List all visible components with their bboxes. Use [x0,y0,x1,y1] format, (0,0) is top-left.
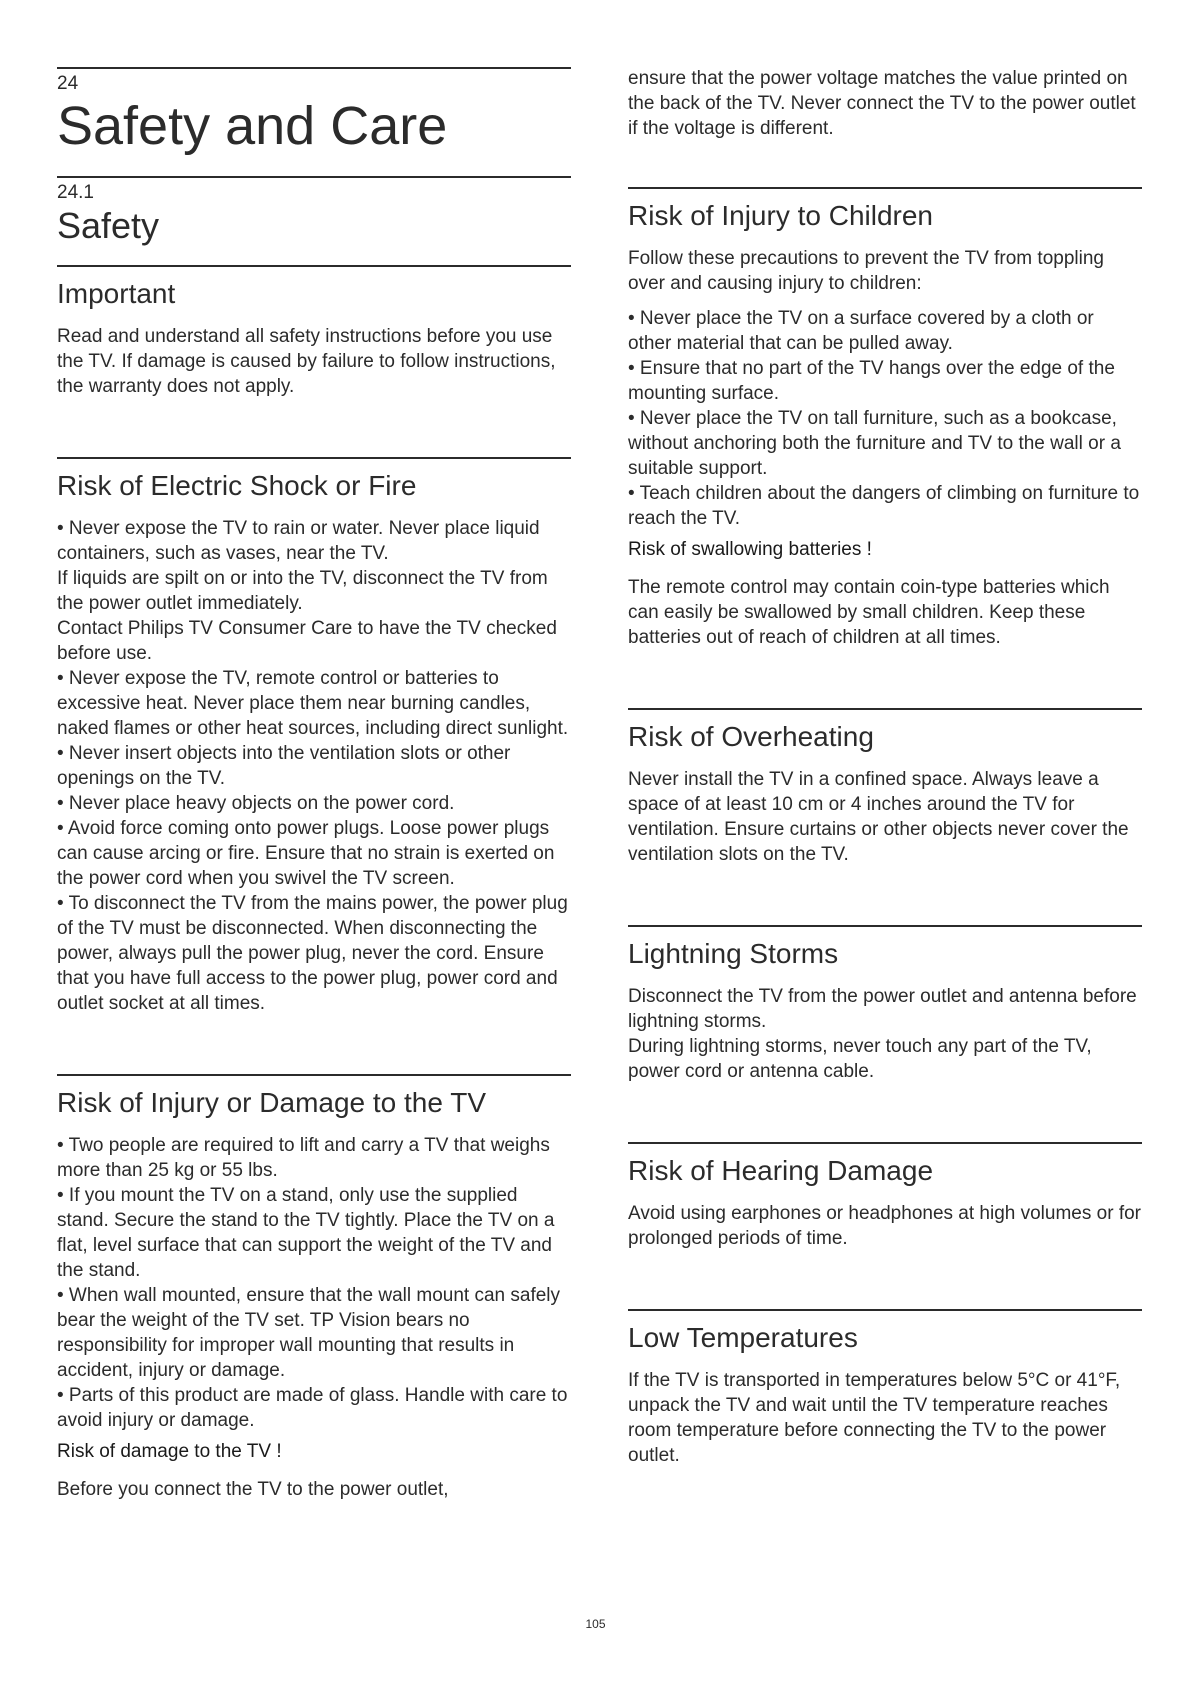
lightning-line: Disconnect the TV from the power outlet and antenna before lightning storms. [628,986,1137,1032]
overheating-text: Never install the TV in a confined space. Always leave a space of at least 10 cm or 4 inches around the TV for ventilation. Ensure curtains or other objects never cover the ventilation slots on the TV. [628,769,1129,865]
batteries-text: The remote control may contain coin-type batteries which can easily be swallowed by small children. Keep these batteries out of reach of children at all times. [628,577,1110,648]
injury-tv-line: • If you mount the TV on a stand, only use the supplied stand. Secure the stand to the TV tightly. Place the TV on a flat, level surface that can support the weight of the TV and the stand. [57,1185,555,1281]
damage-subheading: Risk of damage to the TV ! [57,1441,282,1462]
damage-text: Before you connect the TV to the power outlet, [57,1479,449,1500]
section-title: Safety [57,205,160,246]
overheating-heading: Risk of Overheating [628,721,874,752]
injury-tv-line: • When wall mounted, ensure that the wall mount can safely bear the weight of the TV set. TP Vision bears no responsibility for improper wall mounting that results in accident, injury or damage. [57,1285,561,1381]
children-line: • Ensure that no part of the TV hangs over the edge of the mounting surface. [628,358,1115,404]
lightning-heading: Lightning Storms [628,938,839,969]
shock-line: • Avoid force coming onto power plugs. Loose power plugs can cause arcing or fire. Ensure that no strain is exerted on the power cord when you swivel the TV screen. [57,818,555,889]
chapter-title: Safety and Care [57,96,448,156]
page-number: 105 [585,1617,606,1631]
shock-line: If liquids are spilt on or into the TV, disconnect the TV from the power outlet immediately. [57,568,548,614]
injury-tv-line: • Two people are required to lift and carry a TV that weighs more than 25 kg or 55 lbs. [57,1135,550,1181]
important-text: Read and understand all safety instructions before you use the TV. If damage is caused by failure to follow instructions, the warranty does not apply. [57,326,556,397]
shock-line: • Never expose the TV, remote control or batteries to excessive heat. Never place them near burning candles, naked flames or other heat sources, including direct sunlight. [57,668,569,739]
chapter-number: 24 [57,73,79,94]
shock-line: • Never insert objects into the ventilation slots or other openings on the TV. [57,743,511,789]
right-column [628,0,1142,1468]
shock-line: • To disconnect the TV from the mains power, the power plug of the TV must be disconnected. When disconnecting the power, always pull the power plug, never the cord. Ensure that you have full access to the power plug, power cord and outlet socket at all times. [57,893,568,1014]
injury-tv-body [57,1133,571,1433]
left-column [57,0,571,1502]
children-line: • Never place the TV on a surface covered by a cloth or other material that can be pulled away. [628,308,1094,354]
low-temp-heading: Low Temperatures [628,1322,858,1353]
damage-text-continued: ensure that the power voltage matches the value printed on the back of the TV. Never connect the TV to the power outlet if the voltage is different. [628,68,1136,139]
lightning-body [628,984,1142,1084]
children-heading: Risk of Injury to Children [628,200,934,231]
shock-line: • Never place heavy objects on the power cord. [57,793,455,814]
lightning-line: During lightning storms, never touch any part of the TV, power cord or antenna cable. [628,1036,1092,1082]
divider [57,67,571,69]
shock-line: • Never expose the TV to rain or water. Never place liquid containers, such as vases, near the TV. [57,518,540,564]
injury-tv-heading: Risk of Injury or Damage to the TV [57,1087,486,1118]
hearing-text: Avoid using earphones or headphones at high volumes or for prolonged periods of time. [628,1203,1141,1249]
children-line: • Teach children about the dangers of climbing on furniture to reach the TV. [628,483,1140,529]
injury-tv-line: • Parts of this product are made of glass. Handle with care to avoid injury or damage. [57,1385,568,1431]
children-intro: Follow these precautions to prevent the TV from toppling over and causing injury to children: [628,248,1104,294]
children-line: • Never place the TV on tall furniture, such as a bookcase, without anchoring both the furniture and TV to the wall or a suitable support. [628,408,1121,479]
low-temp-text: If the TV is transported in temperatures below 5°C or 41°F, unpack the TV and wait until the TV temperature reaches room temperature before connecting the TV to the power outlet. [628,1370,1121,1466]
shock-body [57,516,571,1016]
children-body [628,306,1142,531]
section-number: 24.1 [57,182,94,203]
divider [57,176,571,178]
hearing-heading: Risk of Hearing Damage [628,1155,934,1186]
shock-line: Contact Philips TV Consumer Care to have the TV checked before use. [57,618,557,664]
shock-heading: Risk of Electric Shock or Fire [57,470,417,501]
batteries-subheading: Risk of swallowing batteries ! [628,539,872,560]
important-heading: Important [57,278,176,309]
